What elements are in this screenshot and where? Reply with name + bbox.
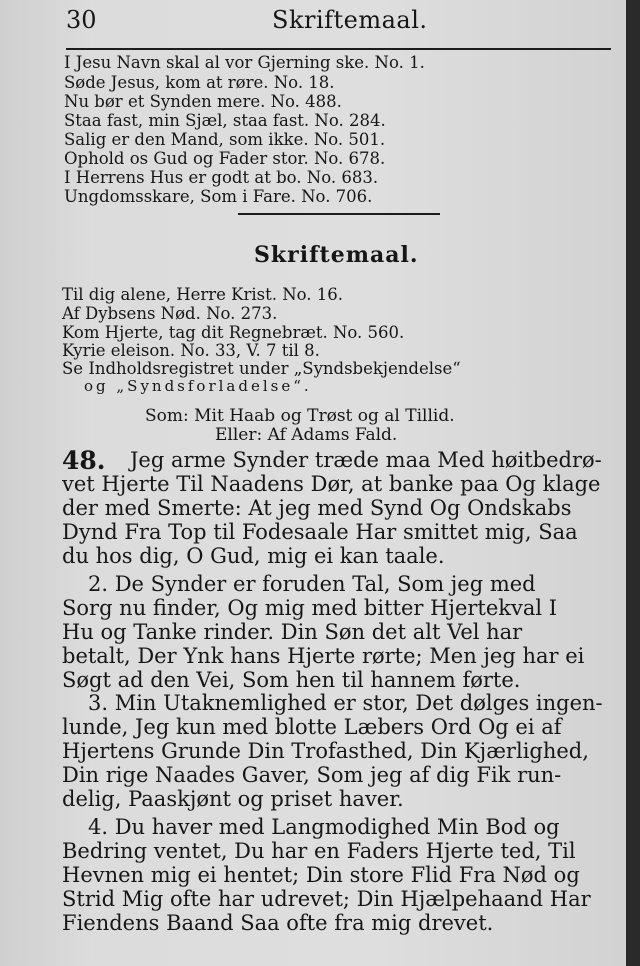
verse-line: der med Smerte: At jeg med Synd Og Ondskabs bbox=[62, 496, 572, 520]
reference-line: Kyrie eleison. No. 33, V. 7 til 8. bbox=[62, 341, 320, 360]
verse-line: vet Hjerte Til Naadens Dør, at banke paa Og klage bbox=[62, 472, 601, 496]
verse-line: Jeg arme Synder træde maa Med høitbedrø- bbox=[130, 448, 602, 472]
verse-line: Dynd Fra Top til Fodesaale Har smittet mig, Saa bbox=[62, 520, 578, 544]
verse-line: lunde, Jeg kun med blotte Læbers Ord Og ei af bbox=[62, 715, 562, 739]
verse-line: Hu og Tanke rinder. Din Søn det alt Vel har bbox=[62, 620, 523, 644]
reference-line: Af Dybsens Nød. No. 273. bbox=[62, 304, 278, 323]
reference-line: I Herrens Hus er godt at bo. No. 683. bbox=[64, 168, 379, 187]
section-title: Skriftemaal. bbox=[254, 242, 419, 268]
verse-line: 3. Min Utaknemlighed er stor, Det dølges ingen- bbox=[88, 691, 603, 715]
reference-line: Kom Hjerte, tag dit Regnebræt. No. 560. bbox=[62, 323, 405, 342]
melody-line: Som: Mit Haab og Trøst og al Tillid. bbox=[145, 406, 455, 426]
verse-line: 2. De Synder er foruden Tal, Som jeg med bbox=[88, 572, 536, 596]
verse-line: 4. Du haver med Langmodighed Min Bod og bbox=[88, 815, 560, 839]
verse-line: Hevnen mig ei hentet; Din store Flid Fra Nød og bbox=[62, 863, 580, 887]
section-divider bbox=[238, 213, 440, 215]
verse-line: du hos dig, O Gud, mig ei kan taale. bbox=[62, 544, 445, 568]
running-head: Skriftemaal. bbox=[272, 6, 428, 34]
reference-line: I Jesu Navn skal al vor Gjerning ske. No. 1. bbox=[64, 53, 425, 72]
hymn-number: 48. bbox=[62, 446, 106, 475]
page-number: 30 bbox=[66, 6, 97, 34]
verse-line: Søgt ad den Vei, Som hen til hannem førte. bbox=[62, 668, 521, 692]
verse-line: Din rige Naades Gaver, Som jeg af dig Fik run- bbox=[62, 763, 562, 787]
reference-line: Staa fast, min Sjæl, staa fast. No. 284. bbox=[64, 111, 386, 130]
reference-line: Ophold os Gud og Fader stor. No. 678. bbox=[64, 149, 386, 168]
verse-line: Fiendens Baand Saa ofte fra mig drevet. bbox=[62, 911, 494, 935]
reference-line: og „Syndsforladelse“. bbox=[84, 377, 312, 395]
verse-line: Hjertens Grunde Din Trofasthed, Din Kjærlighed, bbox=[62, 739, 589, 763]
melody-line: Eller: Af Adams Fald. bbox=[215, 425, 398, 445]
reference-line: Ungdomsskare, Som i Fare. No. 706. bbox=[64, 187, 373, 206]
verse-line: Bedring ventet, Du har en Faders Hjerte ted, Til bbox=[62, 839, 576, 863]
verse-line: Strid Mig ofte har udrevet; Din Hjælpehaand Har bbox=[62, 887, 591, 911]
verse-line: delig, Paaskjønt og priset haver. bbox=[62, 787, 404, 811]
reference-line: Se Indholdsregistret under „Syndsbekjendelse“ bbox=[62, 359, 461, 378]
reference-line: Til dig alene, Herre Krist. No. 16. bbox=[62, 285, 344, 304]
verse-line: Sorg nu finder, Og mig med bitter Hjertekval I bbox=[62, 596, 558, 620]
reference-line: Nu bør et Synden mere. No. 488. bbox=[64, 92, 342, 111]
header-rule bbox=[66, 48, 611, 50]
verse-line: betalt, Der Ynk hans Hjerte rørte; Men jeg har ei bbox=[62, 644, 585, 668]
reference-line: Søde Jesus, kom at røre. No. 18. bbox=[64, 73, 335, 92]
reference-line: Salig er den Mand, som ikke. No. 501. bbox=[64, 130, 386, 149]
